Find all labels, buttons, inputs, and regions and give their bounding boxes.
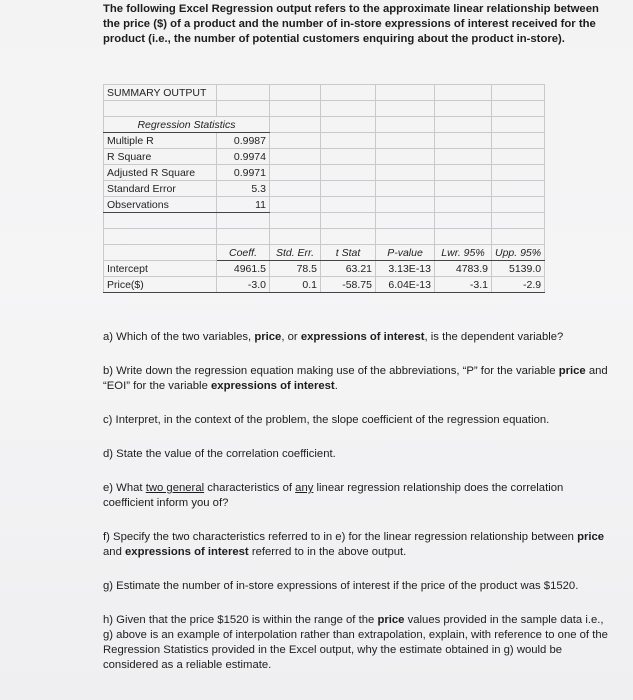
cell-value: 78.5: [270, 261, 321, 277]
intro-eoi: expressions of interest: [384, 18, 509, 30]
table-row: [104, 277, 545, 293]
summary-title: SUMMARY OUTPUT: [104, 85, 217, 101]
stat-label: Standard Error: [104, 181, 217, 197]
question-g: g) Estimate the number of in-store expressions of interest if the price of the product was $1520.: [103, 580, 579, 592]
intro-text-2: of a product and the number of in-store: [167, 18, 385, 30]
table-row: [104, 197, 545, 213]
q-bold: expressions of interest: [125, 546, 249, 558]
table-row: [104, 165, 545, 181]
regression-statistics-header: Regression Statistics: [104, 117, 270, 133]
stat-value: 0.9987: [217, 133, 270, 149]
question-list: [103, 330, 608, 692]
q-bold: price: [254, 331, 282, 343]
table-row: [104, 181, 545, 197]
intro-paragraph: [103, 2, 613, 47]
stat-label: Multiple R: [104, 133, 217, 149]
q-text: h) Given that the price $1520 is within the range of the: [103, 614, 378, 626]
question-h: [103, 613, 608, 673]
coef-header-row: [104, 245, 545, 261]
q-text: a) Which of the two variables,: [103, 331, 255, 343]
question-c: c) Interpret, in the context of the problem, the slope coefficient of the regression equation.: [103, 414, 550, 426]
stat-label: Observations: [104, 197, 217, 213]
q-bold: expressions of interest: [300, 331, 425, 343]
table-row: [104, 133, 545, 149]
q-text: f) Specify the two characteristics referred to in e) for the linear regression relationship between: [103, 531, 578, 543]
q-bold: expressions of interest: [211, 380, 335, 392]
coef-header: Lwr. 95%: [435, 245, 492, 261]
cell-value: 63.21: [321, 261, 376, 277]
coef-header: Coeff.: [217, 245, 270, 261]
q-text: values provided in the sample data i.e., g) above is an example of interpolation rather than extrapolation, explain, with reference to one of the Regression Statistics provided in the Excel output, why the estimate obtained in g) would be considered as a reliable estimate.: [103, 614, 608, 671]
intro-text-3: received for the product (i.e., the number of potential customers enquiring about the product in-store).: [103, 18, 596, 45]
q-text: and “EOI” for the variable: [103, 365, 608, 392]
cell-value: 3.13E-13: [376, 261, 435, 277]
cell-value: 5139.0: [492, 261, 545, 277]
coef-header: Std. Err.: [270, 245, 321, 261]
q-underline: two general: [145, 482, 205, 494]
row-label: Price($): [104, 277, 217, 293]
table-row: [104, 149, 545, 165]
coef-header: Upp. 95%: [492, 245, 545, 261]
table-row: [104, 261, 545, 277]
q-bold: price: [377, 614, 405, 626]
question-d: d) State the value of the correlation coefficient.: [103, 448, 336, 460]
q-text: characteristics of: [204, 482, 296, 494]
cell-value: 6.04E-13: [376, 277, 435, 293]
cell-value: -3.1: [435, 277, 492, 293]
intro-price: price ($): [123, 18, 168, 30]
stat-value: 0.9971: [217, 165, 270, 181]
q-text: , is the dependent variable?: [424, 331, 564, 343]
stat-label: R Square: [104, 149, 217, 165]
question-f: [103, 530, 608, 560]
q-text: .: [334, 380, 338, 392]
q-bold: price: [558, 365, 586, 377]
q-text: , or: [281, 331, 301, 343]
coef-header: P-value: [376, 245, 435, 261]
regression-output-table: [103, 84, 545, 293]
question-b: [103, 364, 608, 394]
stat-label: Adjusted R Square: [104, 165, 217, 181]
cell-value: 0.1: [270, 277, 321, 293]
coef-header: t Stat: [321, 245, 376, 261]
row-label: Intercept: [104, 261, 217, 277]
cell-value: -58.75: [321, 277, 376, 293]
q-underline: any: [295, 482, 314, 494]
q-text: referred to in the above output.: [248, 546, 407, 558]
question-a: [103, 330, 608, 345]
cell-value: 4961.5: [217, 261, 270, 277]
stat-value: 11: [217, 197, 270, 213]
cell-value: -2.9: [492, 277, 545, 293]
q-text: e) What: [103, 482, 146, 494]
q-bold: price: [577, 531, 605, 543]
stat-value: 5.3: [217, 181, 270, 197]
cell-value: 4783.9: [435, 261, 492, 277]
stat-value: 0.9974: [217, 149, 270, 165]
cell-value: -3.0: [217, 277, 270, 293]
q-text: b) Write down the regression equation making use of the abbreviations, “P” for the variable: [103, 365, 559, 377]
question-e: [103, 481, 608, 511]
intro-text-1: The following Excel Regression output refers to the approximate linear relationship between the: [103, 3, 599, 30]
q-text: and: [103, 546, 125, 558]
q-text: linear regression relationship does the correlation coefficient inform you of?: [103, 482, 564, 509]
